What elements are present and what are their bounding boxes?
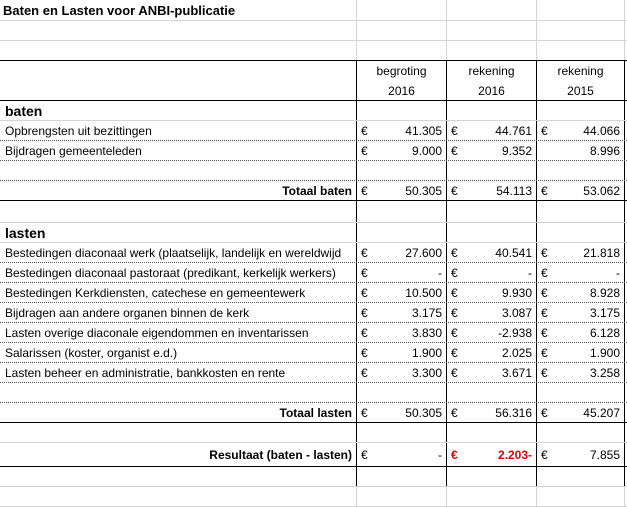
empty-cell[interactable] xyxy=(357,383,447,402)
empty-cell[interactable] xyxy=(537,201,625,222)
empty-cell[interactable] xyxy=(537,487,625,506)
empty-cell[interactable] xyxy=(357,161,447,180)
value-cell[interactable] xyxy=(447,121,537,140)
empty-cell[interactable] xyxy=(0,423,357,442)
currency-symbol: € xyxy=(361,305,368,320)
negative-value: 2.203- xyxy=(497,447,532,462)
value-cell[interactable] xyxy=(357,121,447,140)
empty-row xyxy=(0,201,627,223)
empty-cell[interactable] xyxy=(357,467,447,486)
empty-cell[interactable] xyxy=(0,41,357,60)
total-cell[interactable] xyxy=(537,403,625,422)
empty-cell[interactable] xyxy=(357,487,447,506)
empty-cell[interactable] xyxy=(447,161,537,180)
currency-symbol: € xyxy=(361,345,368,360)
value: 8.928 xyxy=(589,285,620,300)
value-cell[interactable] xyxy=(537,141,625,160)
currency-symbol: € xyxy=(451,183,458,198)
value: 53.062 xyxy=(583,183,620,198)
currency-symbol: € xyxy=(361,265,368,280)
currency-symbol: € xyxy=(451,305,458,320)
value-cell[interactable] xyxy=(357,303,447,322)
currency-symbol: € xyxy=(361,325,368,340)
empty-cell[interactable] xyxy=(447,467,537,486)
currency-symbol: € xyxy=(451,265,458,280)
row-label[interactable]: Salarissen (koster, organist e.d.) xyxy=(0,343,357,362)
value: -2.938 xyxy=(497,325,532,340)
empty-cell[interactable] xyxy=(357,101,447,120)
value-cell[interactable] xyxy=(357,323,447,342)
empty-cell[interactable] xyxy=(0,467,357,486)
table-row xyxy=(0,121,627,141)
table-row xyxy=(0,323,627,343)
empty-row xyxy=(0,487,627,507)
title-row xyxy=(0,0,627,21)
value: 3.671 xyxy=(501,365,532,380)
value-cell[interactable] xyxy=(537,363,625,382)
value: 7.855 xyxy=(589,447,620,462)
currency-symbol: € xyxy=(541,405,548,420)
row-label[interactable]: Bestedingen diaconaal pastoraat (predikant, kerkelijk werkers) xyxy=(0,263,357,282)
value: 44.066 xyxy=(583,123,620,138)
value: 44.761 xyxy=(495,123,532,138)
row-label[interactable]: Bijdragen gemeenteleden xyxy=(0,141,357,160)
value: 3.175 xyxy=(589,305,620,320)
section-heading-baten[interactable]: baten xyxy=(0,101,357,120)
currency-symbol: € xyxy=(541,305,548,320)
table-row xyxy=(0,303,627,323)
value-cell[interactable] xyxy=(357,243,447,262)
row-label[interactable]: Lasten beheer en administratie, bankkosten en rente xyxy=(0,363,357,382)
header-year-1[interactable]: 2016 xyxy=(357,81,447,100)
value: 2.025 xyxy=(501,345,532,360)
value-cell[interactable] xyxy=(537,343,625,362)
value: 3.258 xyxy=(589,365,620,380)
currency-symbol: € xyxy=(541,285,548,300)
currency-symbol: € xyxy=(361,245,368,260)
result-label[interactable]: Resultaat (baten - lasten) xyxy=(0,443,357,466)
empty-cell[interactable] xyxy=(537,223,625,242)
empty-cell[interactable] xyxy=(0,383,357,402)
value-cell[interactable] xyxy=(537,121,625,140)
currency-symbol: € xyxy=(451,245,458,260)
currency-symbol: € xyxy=(361,183,368,198)
value: 50.305 xyxy=(405,405,442,420)
value: 6.128 xyxy=(589,325,620,340)
total-label[interactable]: Totaal lasten xyxy=(0,403,357,422)
empty-cell[interactable] xyxy=(447,201,537,222)
value: 9.930 xyxy=(501,285,532,300)
currency-symbol: € xyxy=(541,123,548,138)
currency-symbol: € xyxy=(541,447,548,462)
empty-cell[interactable] xyxy=(357,41,447,60)
currency-symbol: € xyxy=(541,245,548,260)
table-row xyxy=(0,141,627,161)
value-cell[interactable] xyxy=(537,243,625,262)
currency-symbol: € xyxy=(361,143,368,158)
empty-cell[interactable] xyxy=(0,201,357,222)
value-cell[interactable] xyxy=(447,141,537,160)
empty-row xyxy=(0,41,627,61)
empty-cell[interactable] xyxy=(537,21,625,40)
empty-cell[interactable] xyxy=(447,223,537,242)
empty-row xyxy=(0,467,627,487)
value: 3.300 xyxy=(411,365,442,380)
header-row-2 xyxy=(0,81,627,101)
currency-symbol: € xyxy=(361,285,368,300)
section-row-baten xyxy=(0,101,627,121)
value-cell[interactable] xyxy=(357,363,447,382)
value: - xyxy=(528,265,532,280)
value: 1.900 xyxy=(589,345,620,360)
value: 3.087 xyxy=(501,305,532,320)
currency-symbol: € xyxy=(361,447,368,462)
empty-cell[interactable] xyxy=(447,101,537,120)
header-rekening-2016[interactable]: rekening xyxy=(447,61,537,81)
value: 21.818 xyxy=(583,245,620,260)
result-cell[interactable] xyxy=(357,443,447,466)
empty-cell[interactable] xyxy=(357,423,447,442)
result-row xyxy=(0,443,627,467)
value-cell[interactable] xyxy=(447,243,537,262)
currency-symbol: € xyxy=(451,405,458,420)
currency-symbol: € xyxy=(541,365,548,380)
empty-cell[interactable] xyxy=(537,423,625,442)
empty-cell[interactable] xyxy=(357,21,447,40)
currency-symbol: € xyxy=(451,285,458,300)
empty-cell[interactable] xyxy=(447,21,537,40)
value: 50.305 xyxy=(405,183,442,198)
table-row xyxy=(0,243,627,263)
value-cell[interactable] xyxy=(447,363,537,382)
empty-cell[interactable] xyxy=(0,81,357,100)
empty-row xyxy=(0,423,627,443)
value-cell[interactable] xyxy=(447,343,537,362)
value: 40.541 xyxy=(495,245,532,260)
currency-symbol: € xyxy=(541,183,548,198)
empty-cell[interactable] xyxy=(447,0,537,20)
total-cell[interactable] xyxy=(357,403,447,422)
value-cell[interactable] xyxy=(537,303,625,322)
currency-symbol: € xyxy=(541,325,548,340)
table-row xyxy=(0,283,627,303)
table-row xyxy=(0,343,627,363)
empty-cell[interactable] xyxy=(357,0,447,20)
header-year-3[interactable]: 2015 xyxy=(537,81,625,100)
row-label[interactable]: Bestedingen diaconaal werk (plaatselijk, landelijk en wereldwijd xyxy=(0,243,357,262)
value: 3.830 xyxy=(411,325,442,340)
row-label[interactable]: Bijdragen aan andere organen binnen de kerk xyxy=(0,303,357,322)
total-row-baten xyxy=(0,181,627,201)
value-cell[interactable] xyxy=(537,263,625,282)
empty-row xyxy=(0,21,627,41)
total-row-lasten xyxy=(0,403,627,423)
value-cell[interactable] xyxy=(357,141,447,160)
row-label[interactable]: Lasten overige diaconale eigendommen en inventarissen xyxy=(0,323,357,342)
value: 27.600 xyxy=(405,245,442,260)
total-cell[interactable] xyxy=(537,181,625,200)
value-cell[interactable] xyxy=(357,283,447,302)
currency-symbol: € xyxy=(451,123,458,138)
header-rekening-2015[interactable]: rekening xyxy=(537,61,625,81)
empty-cell[interactable] xyxy=(447,383,537,402)
value: 41.305 xyxy=(405,123,442,138)
value: - xyxy=(616,265,620,280)
value: 9.000 xyxy=(411,143,442,158)
empty-cell[interactable] xyxy=(0,61,357,81)
result-cell[interactable] xyxy=(447,443,537,466)
value-cell[interactable] xyxy=(447,323,537,342)
currency-symbol: € xyxy=(451,325,458,340)
value-cell[interactable] xyxy=(537,323,625,342)
value-cell[interactable] xyxy=(357,263,447,282)
row-label[interactable]: Bestedingen Kerkdiensten, catechese en gemeentewerk xyxy=(0,283,357,302)
empty-cell[interactable] xyxy=(447,487,537,506)
value: 10.500 xyxy=(405,285,442,300)
page-title[interactable]: Baten en Lasten voor ANBI-publicatie xyxy=(0,0,357,20)
currency-symbol: € xyxy=(451,143,458,158)
header-begroting[interactable]: begroting xyxy=(357,61,447,81)
value: 8.996 xyxy=(589,143,620,158)
currency-symbol: € xyxy=(541,265,548,280)
currency-symbol: € xyxy=(361,365,368,380)
value: - xyxy=(438,447,442,462)
empty-cell[interactable] xyxy=(0,487,357,506)
total-cell[interactable] xyxy=(447,403,537,422)
header-year-2[interactable]: 2016 xyxy=(447,81,537,100)
empty-cell[interactable] xyxy=(0,161,357,180)
total-cell[interactable] xyxy=(447,181,537,200)
empty-cell[interactable] xyxy=(537,0,625,20)
table-row xyxy=(0,263,627,283)
value-cell[interactable] xyxy=(537,283,625,302)
empty-row xyxy=(0,383,627,403)
total-label[interactable]: Totaal baten xyxy=(0,181,357,200)
value: 1.900 xyxy=(411,345,442,360)
value: 56.316 xyxy=(495,405,532,420)
value-cell[interactable] xyxy=(447,303,537,322)
currency-symbol: € xyxy=(451,365,458,380)
empty-cell[interactable] xyxy=(357,223,447,242)
empty-cell[interactable] xyxy=(537,383,625,402)
total-cell[interactable] xyxy=(357,181,447,200)
result-cell[interactable] xyxy=(537,443,625,466)
row-label[interactable]: Opbrengsten uit bezittingen xyxy=(0,121,357,140)
value: 54.113 xyxy=(496,183,532,198)
empty-row xyxy=(0,161,627,181)
value-cell[interactable] xyxy=(447,283,537,302)
currency-symbol: € xyxy=(541,345,548,360)
value: 45.207 xyxy=(583,405,620,420)
empty-cell[interactable] xyxy=(537,41,625,60)
value: 9.352 xyxy=(501,143,532,158)
currency-symbol: € xyxy=(451,345,458,360)
header-row-1 xyxy=(0,61,627,81)
currency-symbol: € xyxy=(361,123,368,138)
section-heading-lasten[interactable]: lasten xyxy=(0,223,357,242)
empty-cell[interactable] xyxy=(447,423,537,442)
currency-symbol: € xyxy=(451,447,458,462)
empty-cell[interactable] xyxy=(0,21,357,40)
table-row xyxy=(0,363,627,383)
empty-cell[interactable] xyxy=(537,467,625,486)
value: - xyxy=(438,265,442,280)
empty-cell[interactable] xyxy=(357,201,447,222)
empty-cell[interactable] xyxy=(537,101,625,120)
value-cell[interactable] xyxy=(447,263,537,282)
section-row-lasten xyxy=(0,223,627,243)
currency-symbol: € xyxy=(361,405,368,420)
value-cell[interactable] xyxy=(357,343,447,362)
value: 3.175 xyxy=(411,305,442,320)
empty-cell[interactable] xyxy=(447,41,537,60)
empty-cell[interactable] xyxy=(537,161,625,180)
